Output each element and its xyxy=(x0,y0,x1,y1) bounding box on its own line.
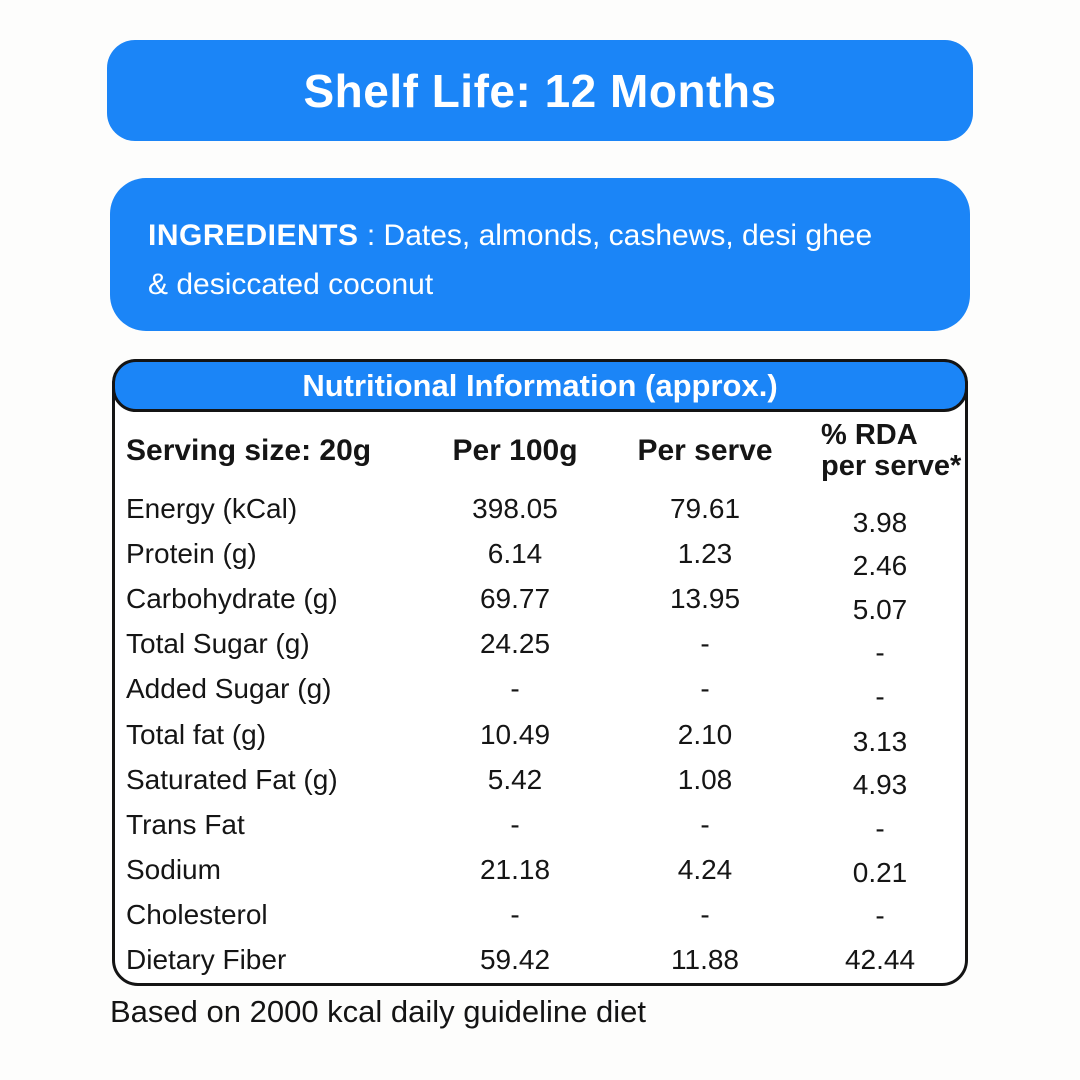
value-per-serve: 11.88 xyxy=(671,944,739,976)
nutrition-table xyxy=(112,359,968,986)
table-header-row xyxy=(115,415,965,486)
nutrient-label: Saturated Fat (g) xyxy=(126,763,338,795)
nutrition-table-title: Nutritional Information (approx.) xyxy=(302,367,778,403)
value-per-serve: - xyxy=(700,899,710,931)
value-per-100g: 59.42 xyxy=(479,944,551,976)
value-rda-per-serve: - xyxy=(875,900,885,932)
value-rda-per-serve: 4.93 xyxy=(852,768,908,800)
value-rda-per-serve: 5.07 xyxy=(852,593,908,625)
table-body xyxy=(115,486,965,983)
table-row xyxy=(115,667,965,712)
table-row xyxy=(115,576,965,625)
column-header-rda-line1: % RDA xyxy=(821,418,918,451)
value-per-serve: 1.08 xyxy=(677,763,733,795)
value-rda-per-serve: - xyxy=(875,681,885,713)
column-header-rda-line2: per serve* xyxy=(821,449,962,482)
value-per-100g: 398.05 xyxy=(472,492,558,524)
ingredients-heading: INGREDIENTS xyxy=(148,219,359,252)
ingredients-box xyxy=(110,178,970,331)
rda-basis-note: Based on 2000 kcal daily guideline diet xyxy=(110,994,646,1029)
value-per-serve: 2.10 xyxy=(677,718,733,750)
column-header-serving-size: Serving size: 20g xyxy=(126,433,372,467)
value-per-serve: 79.61 xyxy=(669,492,741,524)
value-per-100g: 21.18 xyxy=(479,854,551,886)
value-per-100g: - xyxy=(510,808,520,840)
value-rda-per-serve: 3.13 xyxy=(852,725,908,757)
shelf-life-text: Shelf Life: 12 Months xyxy=(303,64,777,117)
table-row xyxy=(115,757,965,802)
nutrient-label: Energy (kCal) xyxy=(126,492,298,524)
table-row xyxy=(115,848,965,893)
value-per-100g: 24.25 xyxy=(479,628,551,660)
column-header-per-100g: Per 100g xyxy=(452,433,578,467)
ingredients-line-1 xyxy=(148,211,950,260)
nutrient-label: Sodium xyxy=(126,854,221,886)
ingredients-line-2 xyxy=(148,260,950,309)
ingredients-separator: : xyxy=(358,219,384,252)
value-per-serve: 13.95 xyxy=(669,582,741,614)
table-row xyxy=(115,802,965,847)
value-per-100g: 10.49 xyxy=(479,718,551,750)
value-per-100g: - xyxy=(510,673,520,705)
value-per-serve: - xyxy=(700,628,710,660)
value-rda-per-serve: - xyxy=(875,637,885,669)
table-row xyxy=(115,893,965,938)
ingredients-text-1: Dates, almonds, cashews, desi ghee xyxy=(383,219,873,252)
value-per-100g: - xyxy=(510,899,520,931)
nutrient-label: Total Sugar (g) xyxy=(126,628,310,660)
value-per-serve: - xyxy=(700,673,710,705)
table-row xyxy=(115,938,965,983)
column-header-per-serve: Per serve xyxy=(637,433,773,467)
value-rda-per-serve: - xyxy=(875,812,885,844)
value-rda-per-serve: 0.21 xyxy=(852,857,908,889)
value-rda-per-serve: 42.44 xyxy=(844,944,916,976)
table-row xyxy=(115,712,965,757)
value-per-serve: 1.23 xyxy=(677,537,733,569)
nutrient-label: Protein (g) xyxy=(126,537,257,569)
value-rda-per-serve: 3.98 xyxy=(852,506,908,538)
value-rda-per-serve: 2.46 xyxy=(852,549,908,581)
nutrient-label: Trans Fat xyxy=(126,808,245,840)
value-per-serve: - xyxy=(700,808,710,840)
value-per-100g: 5.42 xyxy=(487,763,543,795)
table-row xyxy=(115,486,965,538)
value-per-100g: 6.14 xyxy=(487,537,543,569)
nutrient-label: Dietary Fiber xyxy=(126,944,287,976)
nutrient-label: Total fat (g) xyxy=(126,718,267,750)
nutrient-label: Cholesterol xyxy=(126,899,268,931)
table-row xyxy=(115,622,965,667)
shelf-life-banner xyxy=(107,40,973,141)
nutrient-label: Added Sugar (g) xyxy=(126,673,332,705)
column-header-rda xyxy=(795,420,965,482)
nutrition-table-title-band xyxy=(112,359,968,412)
nutrient-label: Carbohydrate (g) xyxy=(126,582,338,614)
value-per-serve: 4.24 xyxy=(677,854,733,886)
value-per-100g: 69.77 xyxy=(479,582,551,614)
ingredients-text-2: & desiccated coconut xyxy=(148,268,434,301)
